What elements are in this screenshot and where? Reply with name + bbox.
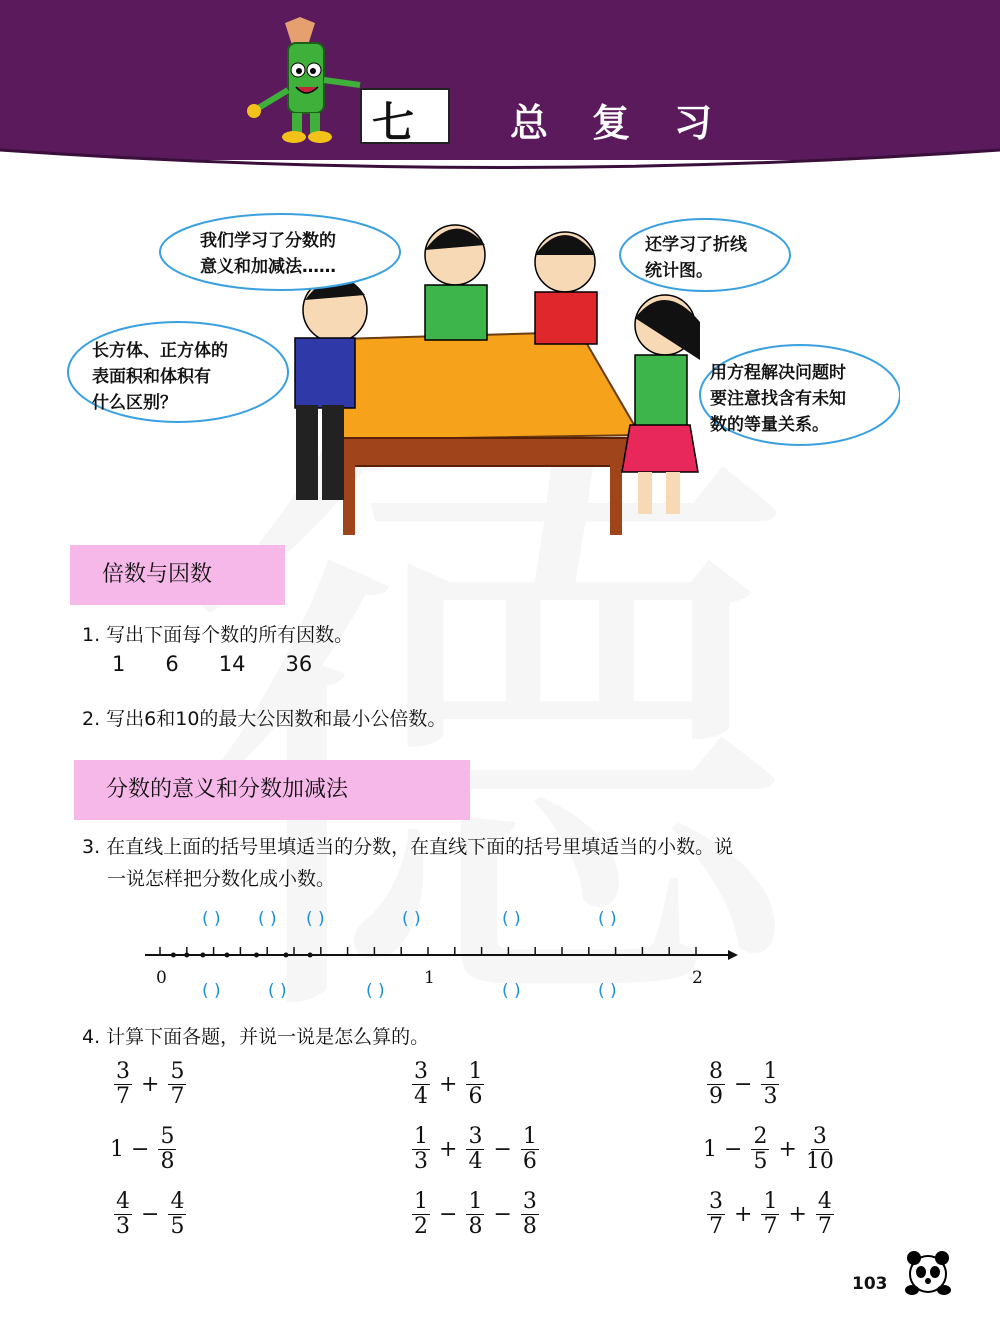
question-2: 2. 写出6和10的最大公因数和最小公倍数。: [82, 708, 447, 730]
chapter-title: 总复习: [510, 101, 757, 145]
numerator: 3: [709, 1189, 723, 1214]
denominator: 5: [753, 1149, 768, 1174]
question-3-line-1: 3. 在直线上面的括号里填适当的分数，在直线下面的括号里填适当的小数。说: [82, 836, 734, 858]
question-1-numbers: [112, 652, 352, 676]
fraction: [412, 1125, 430, 1174]
bubble-line: 还学习了折线: [645, 235, 747, 255]
exercise: [703, 1125, 838, 1174]
denominator: 8: [468, 1214, 483, 1239]
decimal-bracket: ( ): [268, 981, 287, 1001]
operator: −: [724, 1137, 743, 1162]
fraction: [521, 1190, 539, 1239]
operator: +: [141, 1072, 160, 1097]
operator: −: [734, 1072, 753, 1097]
operator: +: [439, 1137, 458, 1162]
numerator: 2: [753, 1124, 768, 1149]
operator: −: [439, 1202, 458, 1227]
numerator: 5: [160, 1124, 175, 1149]
numerator: 5: [170, 1059, 185, 1084]
fraction: [466, 1190, 484, 1239]
operator: −: [493, 1202, 512, 1227]
axis-label: 0: [156, 968, 167, 988]
operator: +: [778, 1137, 797, 1162]
numerator: 4: [817, 1189, 832, 1214]
fraction: [168, 1060, 186, 1109]
fraction-bracket: ( ): [202, 909, 221, 929]
operator: −: [493, 1137, 512, 1162]
axis-label: 2: [692, 968, 703, 988]
whole-number: 1: [110, 1137, 124, 1162]
point-dot: [254, 953, 259, 958]
denominator: 4: [414, 1084, 428, 1109]
exercise: [408, 1060, 488, 1109]
bubble-line: 意义和加减法……: [200, 257, 336, 277]
exercise: [703, 1190, 838, 1239]
fraction: [761, 1190, 779, 1239]
section-title-multiples: 倍数与因数: [70, 545, 285, 605]
numerator: 1: [522, 1124, 537, 1149]
denominator: 7: [116, 1084, 130, 1109]
numerator: 1: [763, 1189, 778, 1214]
denominator: 3: [763, 1084, 778, 1109]
denominator: 7: [170, 1084, 185, 1109]
exercise: [110, 1190, 190, 1239]
number-item: 14: [218, 652, 246, 676]
decimal-bracket: ( ): [598, 981, 617, 1001]
fraction: [158, 1125, 176, 1174]
point-dot: [308, 953, 313, 958]
operator: −: [141, 1202, 160, 1227]
number-item: 36: [285, 652, 313, 676]
bubble-cuboid: [92, 338, 228, 416]
denominator: 6: [522, 1149, 537, 1174]
decimal-bracket: ( ): [202, 981, 221, 1001]
exercise: [408, 1125, 543, 1174]
fraction-bracket: ( ): [402, 909, 421, 929]
point-dot: [171, 953, 176, 958]
bubble-line: 用方程解决问题时: [710, 363, 846, 383]
denominator: 8: [522, 1214, 537, 1239]
denominator: 4: [468, 1149, 483, 1174]
whole-number: 1: [703, 1137, 717, 1162]
fraction: [412, 1060, 430, 1109]
fraction-bracket: ( ): [598, 909, 617, 929]
numerator: 3: [468, 1124, 483, 1149]
decimal-bracket: ( ): [366, 981, 385, 1001]
denominator: 7: [817, 1214, 832, 1239]
denominator: 3: [414, 1149, 428, 1174]
denominator: 7: [709, 1214, 723, 1239]
numerator: 1: [468, 1189, 483, 1214]
chapter-number: 七: [372, 98, 415, 147]
fraction: [816, 1190, 834, 1239]
denominator: 2: [414, 1214, 428, 1239]
page-number: 103: [852, 1274, 888, 1294]
numerator: 1: [763, 1059, 778, 1084]
fraction: [707, 1060, 725, 1109]
numerator: 1: [468, 1059, 483, 1084]
denominator: 8: [160, 1149, 175, 1174]
numerator: 3: [414, 1059, 428, 1084]
operator: +: [788, 1202, 807, 1227]
exercise: [110, 1125, 180, 1174]
point-dot: [184, 953, 189, 958]
fraction: [114, 1190, 132, 1239]
denominator: 10: [805, 1149, 834, 1174]
point-dot: [283, 953, 288, 958]
exercise: [408, 1190, 543, 1239]
numerator: 4: [116, 1189, 130, 1214]
question-4: 4. 计算下面各题，并说一说是怎么算的。: [82, 1026, 430, 1048]
fraction: [806, 1125, 834, 1174]
pencil-mascot-icon: [240, 15, 370, 145]
numerator: 4: [170, 1189, 185, 1214]
numerator: 3: [812, 1124, 827, 1149]
decimal-bracket: ( ): [502, 981, 521, 1001]
fraction-bracket: ( ): [258, 909, 277, 929]
number-item: 1: [112, 652, 126, 676]
denominator: 5: [170, 1214, 185, 1239]
fraction: [761, 1060, 779, 1109]
fraction: [707, 1190, 725, 1239]
fraction: [751, 1125, 769, 1174]
section-title-fractions: 分数的意义和分数加减法: [74, 760, 470, 820]
denominator: 3: [116, 1214, 130, 1239]
fraction: [466, 1060, 484, 1109]
point-dot: [225, 953, 230, 958]
number-item: 6: [165, 652, 179, 676]
fraction: [114, 1060, 132, 1109]
fraction: [466, 1125, 484, 1174]
bubble-line: 要注意找含有未知: [710, 389, 846, 409]
fraction: [168, 1190, 186, 1239]
axis-arrow: [728, 950, 738, 960]
fraction-bracket: ( ): [502, 909, 521, 929]
numerator: 3: [116, 1059, 130, 1084]
denominator: 9: [709, 1084, 723, 1109]
fraction: [412, 1190, 430, 1239]
bubble-equation: [710, 360, 846, 438]
header-curve: [0, 0, 1000, 200]
numerator: 1: [414, 1124, 428, 1149]
numerator: 1: [414, 1189, 428, 1214]
number-line: [140, 900, 760, 1010]
bubble-line: 长方体、正方体的: [92, 341, 228, 361]
bubble-fraction: [200, 228, 336, 280]
bubble-line: 表面积和体积有: [92, 367, 211, 387]
operator: −: [131, 1137, 150, 1162]
denominator: 7: [763, 1214, 778, 1239]
exercise: [703, 1060, 783, 1109]
bubble-line: 数的等量关系。: [710, 415, 829, 435]
panda-icon: [902, 1246, 954, 1298]
exercise: [110, 1060, 190, 1109]
operator: +: [439, 1072, 458, 1097]
denominator: 6: [468, 1084, 483, 1109]
fraction: [521, 1125, 539, 1174]
bubble-line-graph: [645, 232, 747, 284]
operator: +: [734, 1202, 753, 1227]
question-1: 1. 写出下面每个数的所有因数。: [82, 624, 354, 646]
point-dot: [200, 953, 205, 958]
question-3-line-2: 一说怎样把分数化成小数。: [107, 868, 336, 890]
numerator: 8: [709, 1059, 723, 1084]
fraction-bracket: ( ): [306, 909, 325, 929]
bubble-line: 我们学习了分数的: [200, 231, 336, 251]
axis-label: 1: [424, 968, 435, 988]
bubble-line: 统计图。: [645, 261, 713, 281]
numerator: 3: [522, 1189, 537, 1214]
bubble-line: 什么区别？: [92, 393, 177, 413]
